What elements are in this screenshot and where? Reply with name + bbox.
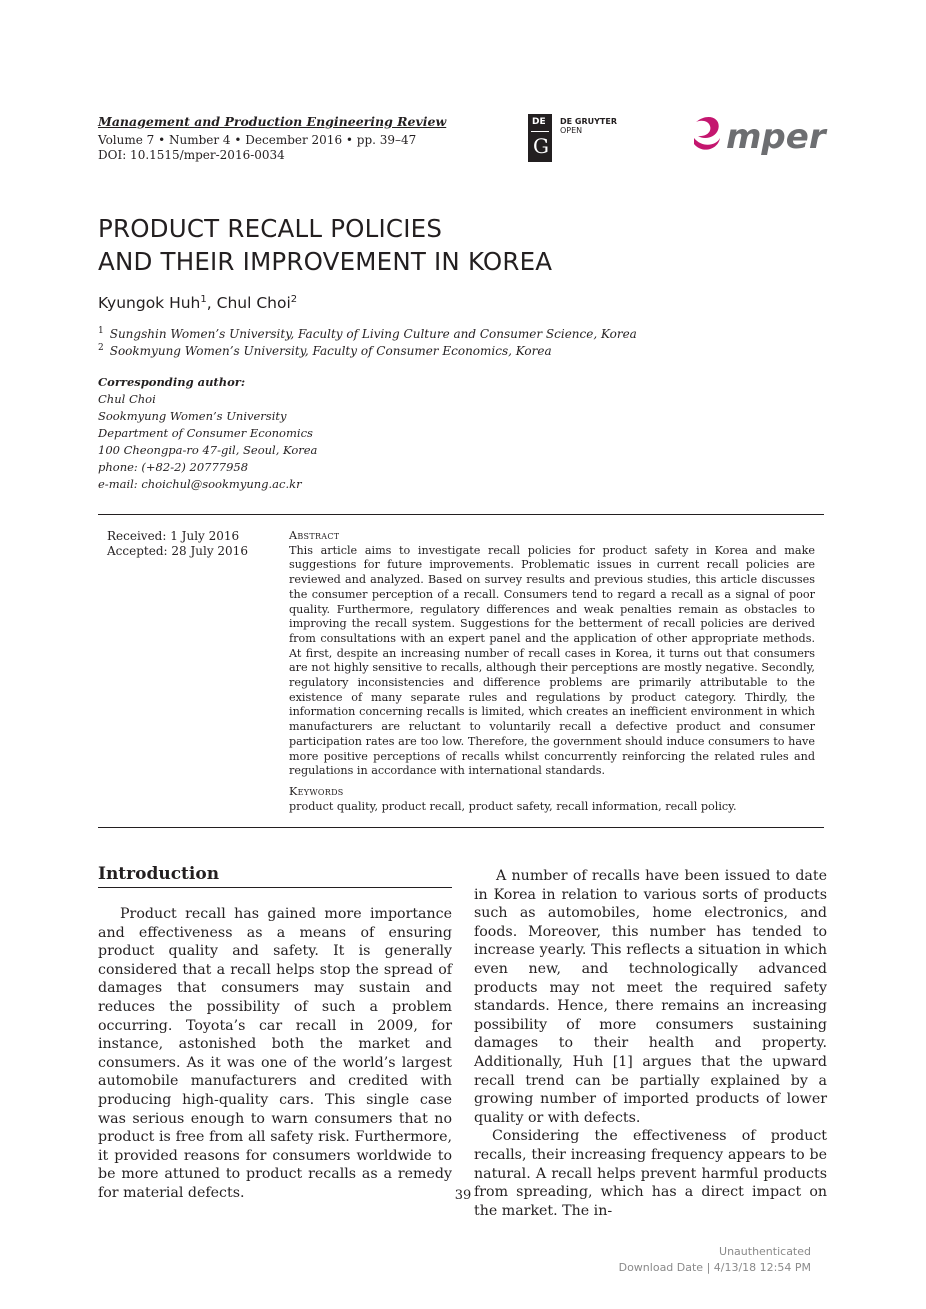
affiliation-2 xyxy=(98,343,552,358)
publisher-name-block xyxy=(560,117,617,135)
publisher-name: DE GRUYTER xyxy=(560,117,617,126)
abstract-text: This article aims to investigate recall policies for product safety in Korea and make suggestions for future improvements. Problematic issues in current recall policies are reviewed and analyzed. Based on survey results and previous studies, this article discusses the consumer perception of a recall. Consumers tend to regard a recall as a signal of poor quality. Furthermore, regulatory differences and weak penalties remain as obstacles to improving the recall system. Suggestions for the betterment of recall policies are derived from consultations with an expert panel and the application of other appropriate methods. At first, despite an increasing number of recall cases in Korea, it turns out that consumers are not highly sensitive to recalls, although their perceptions are mostly negative. Secondly, regulatory inconsistencies and difference problems are primarily attributable to the existence of many separate rules and regulations by product category. Thirdly, the information concerning recalls is limited, which creates an inefficient environment in which manufacturers are reluctant to voluntarily recall a defective product and consumer participation rates are too low. Therefore, the government should induce consumers to have more positive perceptions of recalls whilst concurrently reinforcing the related rules and regulations in accordance with international standards. xyxy=(289,543,815,778)
mper-logo xyxy=(690,110,830,162)
footer-download-date: Download Date | 4/13/18 12:54 PM xyxy=(618,1261,811,1274)
title-line-1: PRODUCT RECALL POLICIES xyxy=(98,214,443,243)
corresponding-line: Sookmyung Women’s University xyxy=(98,409,287,423)
paragraph: Product recall has gained more importance and effectiveness as a means of ensuring product quality and safety. It is generally considered that a recall helps stop the spread of damages that consumers may sustain and reduces the possibility of such a problem occurring. Toyota’s car recall in 2009, for instance, astonished both the market and consumers. As it was one of the world’s largest automobile manufacturers and credited with producing high-quality cars. This single case was serious enough to warn consumers that no product is free from all safety risk. Furthermore, it provided reasons for consumers worldwide to be more attuned to product recalls as a remedy for material defects. xyxy=(98,906,452,1201)
footer-unauthenticated: Unauthenticated xyxy=(719,1245,811,1258)
affiliation-1-text: Sungshin Women’s University, Faculty of Living Culture and Consumer Science, Korea xyxy=(109,327,637,341)
de-gruyter-logo-box xyxy=(528,114,552,162)
doi: DOI: 10.1515/mper-2016-0034 xyxy=(98,148,285,162)
corresponding-email: e-mail: choichul@sookmyung.ac.kr xyxy=(98,477,302,491)
affiliation-1-num: 1 xyxy=(98,326,104,336)
abstract-bottom-rule xyxy=(98,827,824,828)
corresponding-author xyxy=(98,374,317,493)
affiliation-2-text: Sookmyung Women’s University, Faculty of Consumer Economics, Korea xyxy=(109,344,552,358)
journal-name: Management and Production Engineering Review xyxy=(98,114,447,129)
author-separator: , xyxy=(206,294,217,313)
corresponding-line: phone: (+82-2) 20777958 xyxy=(98,460,249,474)
corresponding-line: 100 Cheongpa-ro 47-gil, Seoul, Korea xyxy=(98,443,318,457)
dg-box-bottom: G xyxy=(533,134,549,158)
author-1: Kyungok Huh xyxy=(98,294,201,313)
author-2-sup: 2 xyxy=(290,294,298,305)
title-line-2: AND THEIR IMPROVEMENT IN KOREA xyxy=(98,247,553,276)
dg-box-top: DE xyxy=(532,117,546,127)
keywords-text: product quality, product recall, product safety, recall information, recall policy. xyxy=(289,799,737,813)
paragraph: Considering the effectiveness of product recalls, their increasing frequency appears to be natural. A recall helps prevent harmful products from spreading, which has a direct impact on the market. The in- xyxy=(474,1128,827,1219)
volume-line: Volume 7 • Number 4 • December 2016 • pp. 39–47 xyxy=(98,133,417,147)
affiliation-2-num: 2 xyxy=(98,343,104,353)
author-1-sup: 1 xyxy=(200,294,207,305)
page-number: 39 xyxy=(454,1188,472,1203)
mper-logo-text: mper xyxy=(726,117,826,157)
abstract-block xyxy=(289,529,815,814)
mper-swirl-tail-icon xyxy=(694,138,720,150)
corresponding-line: Chul Choi xyxy=(98,392,156,406)
received-date: Received: 1 July 2016 xyxy=(107,529,240,543)
paragraph: A number of recalls have been issued to date in Korea in relation to various sorts of products such as automobiles, home electronics, and foods. Moreover, this number has tended to increase yearly. This reflects a situation in which even new, and technologically advanced products may not meet the required safety standards. Hence, there remains an increasing possibility of more consumers sustaining damages to their health and property. Additionally, Huh [1] argues that the upward recall trend can be partially explained by a growing number of imported products of lower quality or with defects. xyxy=(474,868,827,1126)
mper-swirl-icon xyxy=(696,117,719,138)
dates-block xyxy=(107,529,248,559)
abstract-top-rule xyxy=(98,514,824,515)
section-heading-rule xyxy=(98,887,452,888)
affiliation-1 xyxy=(98,326,637,341)
corresponding-line: Department of Consumer Economics xyxy=(98,426,313,440)
accepted-date: Accepted: 28 July 2016 xyxy=(107,544,248,558)
body-column-right xyxy=(474,867,827,1220)
corresponding-label: Corresponding author: xyxy=(98,375,246,389)
author-list xyxy=(98,294,297,312)
publisher-sub: OPEN xyxy=(560,126,583,135)
keywords-heading: Keywords xyxy=(289,784,344,798)
paper-title xyxy=(98,212,552,278)
section-heading-introduction: Introduction xyxy=(98,864,220,884)
author-2: Chul Choi xyxy=(216,294,291,313)
abstract-heading: Abstract xyxy=(289,529,340,542)
dg-box-divider xyxy=(531,131,549,132)
body-column-left xyxy=(98,905,452,1203)
